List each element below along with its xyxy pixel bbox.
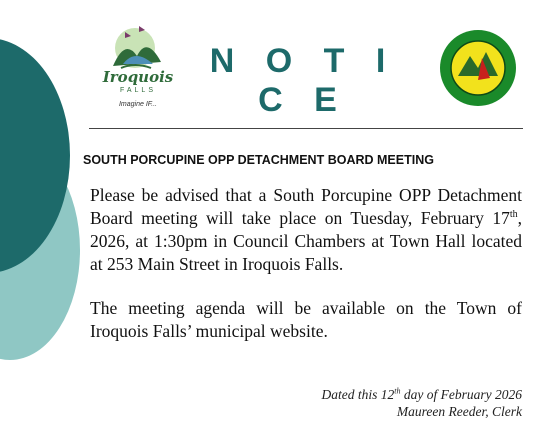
dated-signature-block	[322, 386, 522, 420]
signature-line: Maureen Reeder, Clerk	[396, 404, 522, 419]
p1-text-b: , 2026, at 1:30pm in Council Chambers at Town Hall located at 253 Main Street in Iroquois Falls.	[90, 208, 522, 274]
logo-left-tagline: Imagine IF...	[118, 101, 157, 108]
p1-text-a: Please be advised that a South Porcupine OPP Detachment Board meeting will take place on Tuesday, February 17	[90, 185, 522, 228]
paragraph-meeting-details	[90, 184, 522, 276]
dated-post: day of February 2026	[400, 387, 522, 402]
logo-left-name: Iroquois	[102, 68, 174, 86]
p1-ordinal: th	[509, 209, 518, 221]
divider	[89, 128, 523, 129]
logo-left-sub: FALLS	[119, 87, 156, 94]
dated-line	[322, 386, 522, 403]
page-title: N O T I C E	[209, 42, 397, 119]
dated-ordinal: th	[394, 386, 401, 396]
township-seal-icon	[438, 28, 518, 108]
notice-heading: SOUTH PORCUPINE OPP DETACHMENT BOARD MEETING	[83, 153, 434, 167]
dated-pre: Dated this 12	[321, 387, 395, 402]
paragraph-agenda: The meeting agenda will be available on the Town of Iroquois Falls’ municipal website.	[90, 298, 522, 341]
